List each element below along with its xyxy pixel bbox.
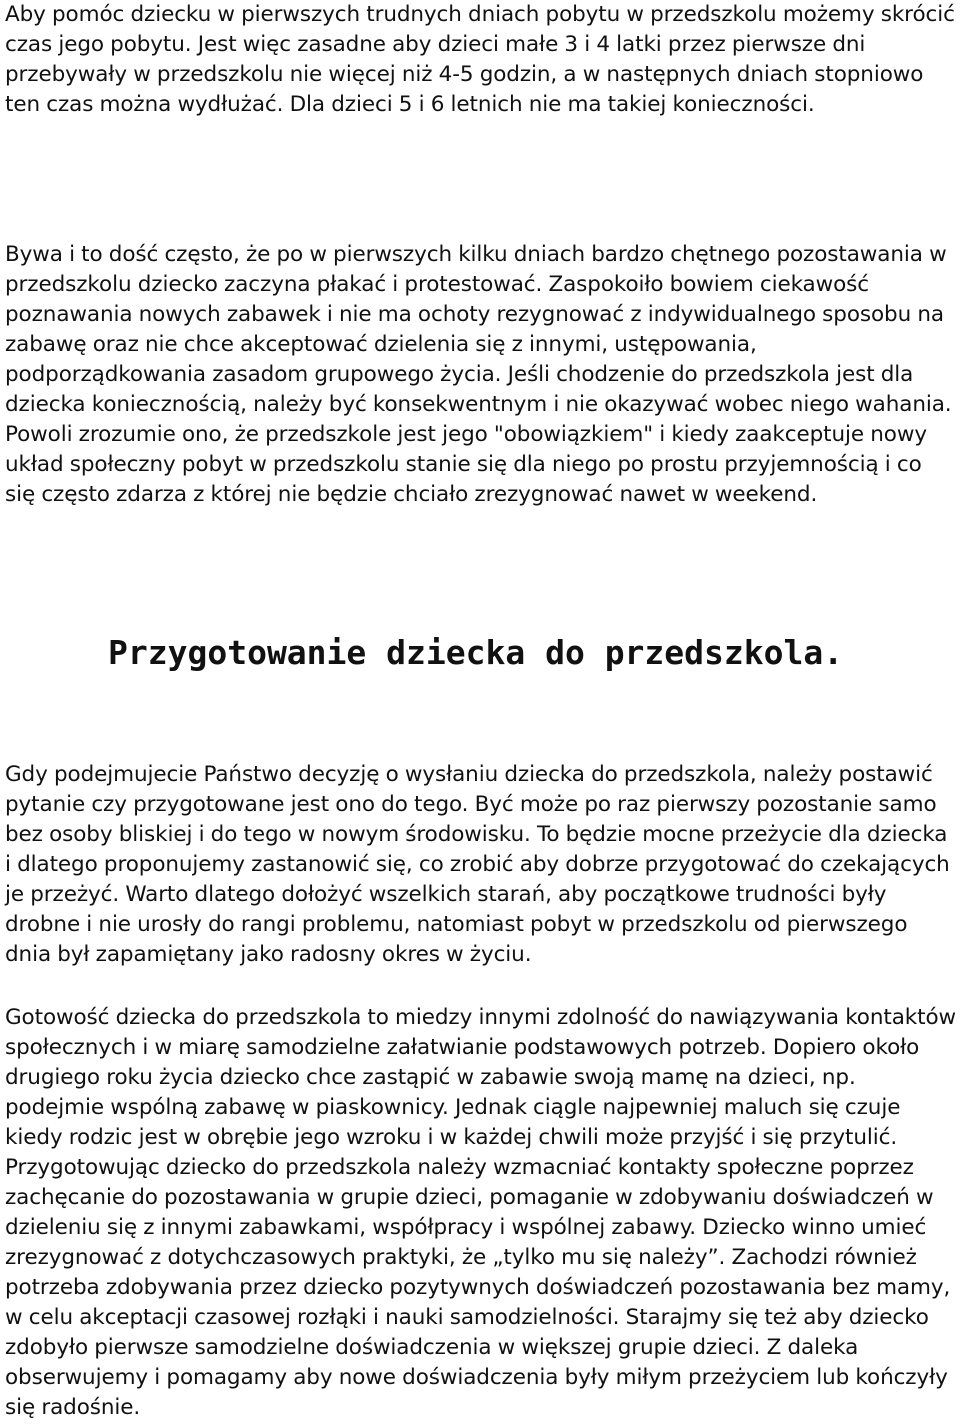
paragraph-decision: Gdy podejmujecie Państwo decyzję o wysłaniu dziecka do przedszkola, należy postawić pytanie czy przygotowane jest ono do tego. Być może po raz pierwszy pozostanie samo bez osoby bliskiej i do tego w nowym środowisku. To będzie mocne przeżycie dla dziecka i dlatego proponujemy zastanowić się, co zrobić aby dobrze przygotować do czekających je przeżyć. Warto dlatego dołożyć wszelkich starań, aby początkowe trudności były drobne i nie urosły do rangi problemu, natomiast pobyt w przedszkolu od pierwszego dnia był zapamiętany jako radosny okres w życiu.: [5, 762, 950, 967]
paragraph-shortened-stay: Aby pomóc dziecku w pierwszych trudnych dniach pobytu w przedszkolu możemy skrócić czas jego pobytu. Jest więc zasadne aby dzieci małe 3 i 4 latki przez pierwsze dni przebywały w przedszkolu nie więcej niż 4-5 godzin, a w następnych dniach stopniowo ten czas można wydłużać. Dla dzieci 5 i 6 letnich nie ma takiej konieczności.: [5, 2, 955, 117]
paragraph-crying-protest: Bywa i to dość często, że po w pierwszych kilku dniach bardzo chętnego pozostawania w przedszkolu dziecko zaczyna płakać i protestować. Zaspokoiło bowiem ciekawość poznawania nowych zabawek i nie ma ochoty rezygnować z indywidualnego sposobu na zabawę oraz nie chce akceptować dzielenia się z innymi, ustępowania, podporządkowania zasadom grupowego życia. Jeśli chodzenie do przedszkola jest dla dziecka koniecznością, należy być konsekwentnym i nie okazywać wobec niego wahania. Powoli zrozumie ono, że przedszkole jest jego "obowiązkiem" i kiedy zaakceptuje nowy układ społeczny pobyt w przedszkolu stanie się dla niego po prostu przyjemnością i co się często zdarza z której nie będzie chciało zrezygnować nawet w weekend.: [5, 242, 952, 507]
paragraph-readiness: Gotowość dziecka do przedszkola to miedzy innymi zdolność do nawiązywania kontaktów społecznych i w miarę samodzielne załatwianie podstawowych potrzeb. Dopiero około drugiego roku życia dziecko chce zastąpić w zabawie swoją mamę na dzieci, np. podejmie wspólną zabawę w piaskownicy. Jednak ciągle najpewniej maluch się czuje kiedy rodzic jest w obrębie jego wzroku i w każdej chwili może przyjść i się przytulić. Przygotowując dziecko do przedszkola należy wzmacniać kontakty społeczne poprzez zachęcanie do pozostawania w grupie dzieci, pomaganie w zdobywaniu doświadczeń w dzieleniu się z innymi zabawkami, współpracy i wspólnej zabawy. Dziecko winno umieć zrezygnować z dotychczasowych praktyki, że „tylko mu się należy”. Zachodzi również potrzeba zdobywania przez dziecko pozytywnych doświadczeń pozostawania bez mamy, w celu akceptacji czasowej rozłąki i nauki samodzielności. Starajmy się też aby dziecko zdobyło pierwsze samodzielne doświadczenia w większej grupie dzieci. Z daleka obserwujemy i pomagamy aby nowe doświadczenia były miłym przeżyciem lub kończyły się radośnie.: [5, 1005, 957, 1420]
section-heading: Przygotowanie dziecka do przedszkola.: [108, 633, 844, 672]
